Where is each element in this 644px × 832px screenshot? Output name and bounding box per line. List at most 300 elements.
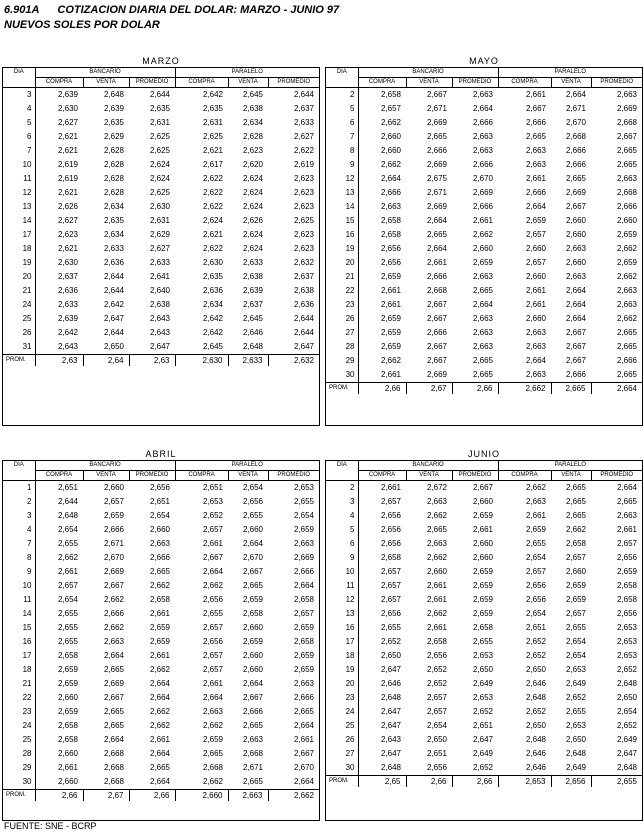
rate-cell: 2,631 xyxy=(149,216,170,225)
rate-cell: 2,663 xyxy=(472,314,493,323)
rate-cell: 2,649 xyxy=(616,735,638,744)
day-cell: 19 xyxy=(326,242,358,256)
rate-cell: 2,665 xyxy=(565,497,586,506)
rate-cell: 2,663 xyxy=(565,272,586,281)
rate-cell: 2,635 xyxy=(202,272,223,281)
rate-cell: 2,654 xyxy=(426,721,447,730)
rate-cell: 2,650 xyxy=(525,665,546,674)
table-row xyxy=(3,579,319,593)
col-compra: COMPRA xyxy=(35,471,83,481)
rate-cell: 2,634 xyxy=(103,230,124,239)
rate-cell: 2,662 xyxy=(380,118,401,127)
rate-cell: 2,663 xyxy=(616,90,638,99)
rate-cell: 2,661 xyxy=(149,651,170,660)
rate-cell: 2,650 xyxy=(380,651,401,660)
rate-cell: 2,661 xyxy=(525,286,546,295)
rate-cell: 2,625 xyxy=(202,132,223,141)
rate-cell: 2,657 xyxy=(380,581,401,590)
rate-cell: 2,639 xyxy=(57,90,78,99)
rate-cell: 2,624 xyxy=(149,174,170,183)
rate-cell: 2,657 xyxy=(525,567,546,576)
rate-cell: 2,669 xyxy=(426,118,447,127)
rate-cell: 2,665 xyxy=(103,707,124,716)
rate-cell: 2,666 xyxy=(472,160,493,169)
rate-cell: 2,646 xyxy=(242,328,263,337)
rate-cell: 2,664 xyxy=(565,300,586,309)
table-row xyxy=(326,509,642,523)
rate-cell: 2,653 xyxy=(472,651,493,660)
table-row xyxy=(3,270,319,284)
rate-cell: 2,670 xyxy=(103,553,124,562)
rate-cell: 2,633 xyxy=(149,258,170,267)
table-row xyxy=(326,705,642,719)
average-cell: 2,63 xyxy=(35,355,83,367)
rate-cell: 2,624 xyxy=(149,160,170,169)
average-cell: 2,655 xyxy=(591,776,642,788)
rate-cell: 2,663 xyxy=(525,342,546,351)
rate-cell: 2,660 xyxy=(242,623,263,632)
rate-cell: 2,658 xyxy=(380,230,401,239)
rate-cell: 2,623 xyxy=(293,202,315,211)
rate-cell: 2,655 xyxy=(565,623,586,632)
rate-cell: 2,625 xyxy=(149,132,170,141)
rate-cell: 2,646 xyxy=(525,763,546,772)
average-cell: 2,65 xyxy=(358,776,406,788)
day-cell: 3 xyxy=(326,495,358,509)
rate-cell: 2,656 xyxy=(380,525,401,534)
rate-cell: 2,649 xyxy=(565,679,586,688)
day-cell: 8 xyxy=(326,144,358,158)
day-cell: 19 xyxy=(3,256,35,270)
day-cell: 30 xyxy=(326,761,358,775)
rate-cell: 2,627 xyxy=(293,132,315,141)
rate-cell: 2,652 xyxy=(426,679,447,688)
day-cell: 20 xyxy=(326,256,358,270)
table-row xyxy=(326,228,642,242)
rate-cell: 2,666 xyxy=(565,370,586,379)
rate-cell: 2,659 xyxy=(57,665,78,674)
rate-cell: 2,659 xyxy=(149,637,170,646)
rate-cell: 2,661 xyxy=(149,609,170,618)
day-cell: 6 xyxy=(326,537,358,551)
rate-cell: 2,664 xyxy=(565,286,586,295)
day-cell: 20 xyxy=(326,677,358,691)
rate-cell: 2,658 xyxy=(57,721,78,730)
rate-cell: 2,666 xyxy=(616,202,638,211)
table-row xyxy=(3,298,319,312)
rate-cell: 2,649 xyxy=(472,749,493,758)
rate-cell: 2,624 xyxy=(242,188,263,197)
rate-cell: 2,657 xyxy=(103,497,124,506)
rate-cell: 2,642 xyxy=(57,328,78,337)
rate-cell: 2,645 xyxy=(242,314,263,323)
rate-cell: 2,647 xyxy=(380,721,401,730)
rate-cell: 2,658 xyxy=(57,651,78,660)
rate-cell: 2,670 xyxy=(565,118,586,127)
day-cell: 9 xyxy=(326,551,358,565)
rate-cell: 2,644 xyxy=(103,328,124,337)
rate-cell: 2,652 xyxy=(525,637,546,646)
rate-cell: 2,661 xyxy=(472,525,493,534)
rate-cell: 2,660 xyxy=(57,777,78,786)
rate-cell: 2,628 xyxy=(103,160,124,169)
rate-cell: 2,663 xyxy=(525,370,546,379)
rate-cell: 2,623 xyxy=(293,244,315,253)
rate-cell: 2,657 xyxy=(202,651,223,660)
day-cell: 23 xyxy=(3,705,35,719)
day-cell: 16 xyxy=(3,635,35,649)
rate-cell: 2,648 xyxy=(242,342,263,351)
average-cell: 2,63 xyxy=(129,355,175,367)
table-row xyxy=(3,677,319,691)
day-cell: 3 xyxy=(3,88,35,102)
table-row xyxy=(3,116,319,130)
rate-cell: 2,664 xyxy=(426,244,447,253)
rate-cell: 2,666 xyxy=(293,567,315,576)
col-venta: VENTA xyxy=(406,471,452,481)
day-cell: 28 xyxy=(326,340,358,354)
rate-cell: 2,617 xyxy=(202,160,223,169)
rate-cell: 2,666 xyxy=(293,693,315,702)
rate-cell: 2,638 xyxy=(242,272,263,281)
rate-cell: 2,655 xyxy=(380,623,401,632)
rate-cell: 2,656 xyxy=(525,581,546,590)
rate-cell: 2,661 xyxy=(525,511,546,520)
rate-cell: 2,634 xyxy=(242,118,263,127)
rate-cell: 2,619 xyxy=(293,160,315,169)
rate-cell: 2,671 xyxy=(242,763,263,772)
rate-cell: 2,659 xyxy=(380,342,401,351)
table-row xyxy=(3,537,319,551)
rate-cell: 2,659 xyxy=(472,581,493,590)
rate-cell: 2,667 xyxy=(616,132,638,141)
rate-cell: 2,663 xyxy=(103,637,124,646)
rate-cell: 2,657 xyxy=(525,258,546,267)
rate-cell: 2,675 xyxy=(426,174,447,183)
rate-cell: 2,656 xyxy=(380,244,401,253)
rate-cell: 2,633 xyxy=(293,118,315,127)
average-row xyxy=(326,776,642,788)
day-cell: 14 xyxy=(3,214,35,228)
rate-table xyxy=(326,461,642,787)
rate-cell: 2,666 xyxy=(565,160,586,169)
rate-cell: 2,626 xyxy=(242,216,263,225)
rate-cell: 2,665 xyxy=(426,525,447,534)
rate-cell: 2,664 xyxy=(472,104,493,113)
rate-cell: 2,658 xyxy=(293,637,315,646)
rate-cell: 2,630 xyxy=(149,202,170,211)
day-cell: 13 xyxy=(3,200,35,214)
average-row xyxy=(3,355,319,367)
rate-cell: 2,663 xyxy=(616,300,638,309)
rate-cell: 2,644 xyxy=(103,272,124,281)
average-row xyxy=(326,383,642,395)
day-cell: 4 xyxy=(3,523,35,537)
rate-cell: 2,657 xyxy=(616,539,638,548)
day-cell: 14 xyxy=(326,200,358,214)
rate-cell: 2,660 xyxy=(472,539,493,548)
rate-cell: 2,647 xyxy=(380,707,401,716)
rate-cell: 2,624 xyxy=(242,244,263,253)
day-cell: 27 xyxy=(326,326,358,340)
rate-cell: 2,646 xyxy=(380,679,401,688)
day-cell: 7 xyxy=(326,130,358,144)
rate-cell: 2,664 xyxy=(616,483,638,492)
rate-cell: 2,627 xyxy=(149,244,170,253)
table-row xyxy=(326,495,642,509)
table-row xyxy=(3,565,319,579)
rate-cell: 2,661 xyxy=(426,581,447,590)
rate-cell: 2,655 xyxy=(293,497,315,506)
rate-cell: 2,671 xyxy=(103,539,124,548)
rate-cell: 2,660 xyxy=(472,553,493,562)
rate-cell: 2,659 xyxy=(472,595,493,604)
rate-cell: 2,661 xyxy=(380,300,401,309)
rate-cell: 2,669 xyxy=(293,553,315,562)
rate-cell: 2,654 xyxy=(525,609,546,618)
average-cell: 2,630 xyxy=(175,355,228,367)
table-row xyxy=(326,579,642,593)
rate-cell: 2,623 xyxy=(242,146,263,155)
table-row xyxy=(3,284,319,298)
rate-cell: 2,659 xyxy=(616,230,638,239)
rate-cell: 2,622 xyxy=(202,174,223,183)
rate-cell: 2,654 xyxy=(565,651,586,660)
rate-cell: 2,663 xyxy=(525,146,546,155)
rate-cell: 2,654 xyxy=(57,595,78,604)
rate-cell: 2,658 xyxy=(149,595,170,604)
day-cell: 24 xyxy=(3,298,35,312)
rate-cell: 2,654 xyxy=(293,511,315,520)
day-cell: 7 xyxy=(3,537,35,551)
rate-cell: 2,655 xyxy=(57,623,78,632)
rate-cell: 2,664 xyxy=(293,581,315,590)
col-compra: COMPRA xyxy=(498,471,551,481)
rate-cell: 2,664 xyxy=(380,174,401,183)
day-cell: 2 xyxy=(3,495,35,509)
month-label-mayo: MAYO xyxy=(469,56,499,66)
rate-cell: 2,653 xyxy=(616,623,638,632)
rate-cell: 2,657 xyxy=(293,609,315,618)
day-cell: 9 xyxy=(326,158,358,172)
table-row xyxy=(3,102,319,116)
rate-cell: 2,655 xyxy=(525,539,546,548)
day-cell: 26 xyxy=(326,312,358,326)
rate-cell: 2,657 xyxy=(202,525,223,534)
rate-cell: 2,663 xyxy=(242,735,263,744)
rate-cell: 2,627 xyxy=(57,216,78,225)
rate-cell: 2,665 xyxy=(242,777,263,786)
day-cell: 14 xyxy=(3,607,35,621)
prom-label: PROM. xyxy=(3,355,35,367)
table-row xyxy=(326,354,642,368)
rate-cell: 2,635 xyxy=(149,104,170,113)
average-cell: 2,66 xyxy=(406,776,452,788)
rate-cell: 2,624 xyxy=(202,216,223,225)
rate-cell: 2,662 xyxy=(565,525,586,534)
rate-cell: 2,660 xyxy=(565,567,586,576)
rate-cell: 2,665 xyxy=(202,749,223,758)
col-venta: VENTA xyxy=(551,471,591,481)
day-cell: 29 xyxy=(3,761,35,775)
rate-cell: 2,656 xyxy=(616,609,638,618)
rate-cell: 2,664 xyxy=(565,314,586,323)
rate-cell: 2,666 xyxy=(616,356,638,365)
table-row xyxy=(3,88,319,102)
rate-cell: 2,630 xyxy=(202,258,223,267)
day-cell: 5 xyxy=(3,116,35,130)
table-row xyxy=(326,635,642,649)
rate-cell: 2,659 xyxy=(616,258,638,267)
day-cell: 24 xyxy=(326,705,358,719)
rate-cell: 2,663 xyxy=(565,244,586,253)
rate-cell: 2,655 xyxy=(565,707,586,716)
rate-cell: 2,652 xyxy=(525,707,546,716)
rate-cell: 2,638 xyxy=(293,286,315,295)
rate-cell: 2,667 xyxy=(242,693,263,702)
rate-cell: 2,633 xyxy=(242,258,263,267)
rate-cell: 2,661 xyxy=(202,539,223,548)
prom-label: PROM. xyxy=(326,776,358,788)
table-row xyxy=(326,691,642,705)
rate-cell: 2,667 xyxy=(565,356,586,365)
col-compra: COMPRA xyxy=(498,78,551,88)
rate-cell: 2,656 xyxy=(202,637,223,646)
table-row xyxy=(3,635,319,649)
rate-cell: 2,619 xyxy=(57,160,78,169)
col-venta: VENTA xyxy=(83,78,129,88)
rate-cell: 2,665 xyxy=(472,286,493,295)
month-label-abril: ABRIL xyxy=(145,449,177,459)
rate-cell: 2,661 xyxy=(616,525,638,534)
col-paralelo: PARALELO xyxy=(175,68,319,78)
rate-cell: 2,655 xyxy=(57,539,78,548)
rate-cell: 2,666 xyxy=(103,609,124,618)
day-cell: 11 xyxy=(326,579,358,593)
panel-abril xyxy=(2,460,320,821)
rate-cell: 2,660 xyxy=(565,230,586,239)
rate-cell: 2,666 xyxy=(565,146,586,155)
table-title: COTIZACION DIARIA DEL DOLAR: MARZO - JUNIO 97 xyxy=(57,4,340,16)
rate-cell: 2,664 xyxy=(242,679,263,688)
rate-cell: 2,662 xyxy=(616,314,638,323)
rate-cell: 2,663 xyxy=(149,539,170,548)
table-row xyxy=(326,621,642,635)
rate-cell: 2,663 xyxy=(293,679,315,688)
rate-cell: 2,644 xyxy=(103,286,124,295)
rate-cell: 2,659 xyxy=(242,637,263,646)
table-row xyxy=(326,102,642,116)
rate-cell: 2,662 xyxy=(103,595,124,604)
rate-cell: 2,656 xyxy=(426,763,447,772)
rate-cell: 2,659 xyxy=(472,258,493,267)
rate-cell: 2,628 xyxy=(103,146,124,155)
day-cell: 7 xyxy=(3,144,35,158)
rate-cell: 2,629 xyxy=(149,230,170,239)
rate-cell: 2,652 xyxy=(202,511,223,520)
rate-cell: 2,662 xyxy=(525,483,546,492)
col-compra: COMPRA xyxy=(175,471,228,481)
day-cell: 16 xyxy=(326,621,358,635)
rate-cell: 2,641 xyxy=(149,272,170,281)
average-cell: 2,664 xyxy=(591,383,642,395)
day-cell: 1 xyxy=(3,481,35,495)
table-row xyxy=(326,733,642,747)
rate-cell: 2,649 xyxy=(472,679,493,688)
day-cell: 16 xyxy=(326,228,358,242)
table-row xyxy=(3,761,319,775)
day-cell: 21 xyxy=(3,284,35,298)
rate-cell: 2,637 xyxy=(293,272,315,281)
rate-cell: 2,663 xyxy=(472,272,493,281)
average-cell: 2,66 xyxy=(452,383,498,395)
rate-cell: 2,638 xyxy=(242,104,263,113)
table-row xyxy=(326,761,642,775)
rate-cell: 2,658 xyxy=(293,595,315,604)
day-cell: 13 xyxy=(326,186,358,200)
rate-cell: 2,661 xyxy=(380,286,401,295)
rate-cell: 2,667 xyxy=(103,581,124,590)
rate-cell: 2,666 xyxy=(149,553,170,562)
rate-cell: 2,650 xyxy=(525,721,546,730)
rate-cell: 2,642 xyxy=(103,300,124,309)
rate-cell: 2,666 xyxy=(426,146,447,155)
col-compra: COMPRA xyxy=(358,78,406,88)
rate-cell: 2,637 xyxy=(57,272,78,281)
rate-cell: 2,663 xyxy=(426,497,447,506)
table-row xyxy=(3,607,319,621)
rate-table xyxy=(3,68,319,366)
rate-cell: 2,656 xyxy=(242,497,263,506)
day-cell: 4 xyxy=(3,102,35,116)
rate-cell: 2,663 xyxy=(202,707,223,716)
rate-cell: 2,648 xyxy=(616,763,638,772)
panel-mayo xyxy=(325,67,643,426)
day-cell: 5 xyxy=(326,523,358,537)
col-venta: VENTA xyxy=(551,78,591,88)
rate-cell: 2,648 xyxy=(616,679,638,688)
day-cell: 30 xyxy=(3,775,35,790)
rate-cell: 2,647 xyxy=(103,314,124,323)
rate-cell: 2,655 xyxy=(57,637,78,646)
rate-cell: 2,663 xyxy=(472,328,493,337)
rate-cell: 2,660 xyxy=(472,244,493,253)
rate-cell: 2,631 xyxy=(202,118,223,127)
rate-cell: 2,656 xyxy=(380,258,401,267)
rate-cell: 2,659 xyxy=(380,314,401,323)
average-cell: 2,653 xyxy=(498,776,551,788)
rate-cell: 2,664 xyxy=(525,356,546,365)
rate-cell: 2,634 xyxy=(103,202,124,211)
rate-cell: 2,647 xyxy=(293,342,315,351)
table-row xyxy=(3,649,319,663)
rate-cell: 2,662 xyxy=(149,581,170,590)
rate-cell: 2,658 xyxy=(380,90,401,99)
rate-cell: 2,653 xyxy=(202,497,223,506)
rate-cell: 2,662 xyxy=(380,160,401,169)
table-row xyxy=(326,158,642,172)
rate-cell: 2,664 xyxy=(293,721,315,730)
rate-cell: 2,624 xyxy=(242,230,263,239)
day-cell: 15 xyxy=(326,214,358,228)
day-cell: 26 xyxy=(3,326,35,340)
rate-cell: 2,663 xyxy=(472,146,493,155)
rate-cell: 2,639 xyxy=(57,314,78,323)
rate-cell: 2,664 xyxy=(103,651,124,660)
rate-cell: 2,648 xyxy=(565,749,586,758)
rate-cell: 2,666 xyxy=(242,707,263,716)
rate-cell: 2,668 xyxy=(242,749,263,758)
